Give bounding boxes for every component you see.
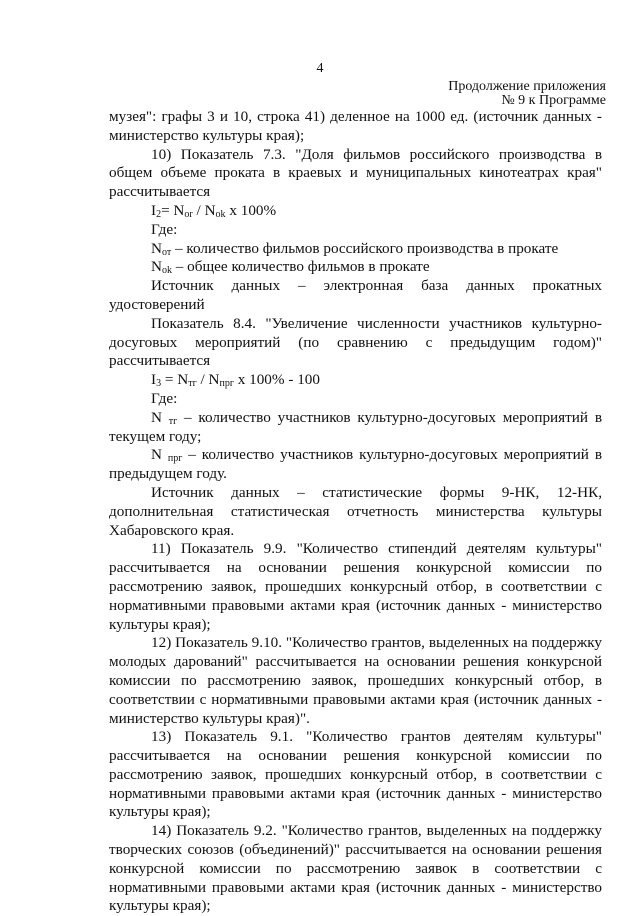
appendix-header-line-1: Продолжение приложения bbox=[448, 79, 606, 94]
text-line: Где: bbox=[151, 389, 178, 407]
formula-i3: $I_3 = N_{тг} / N_{прг}$ x 100% - 100 bbox=[151, 371, 320, 390]
text-line: конкурсной комиссии по рассмотрению заявок в соответствии с bbox=[109, 859, 602, 877]
text-line: соответствии с нормативными правовыми актами края (источник данных - bbox=[109, 690, 602, 708]
text-line: текущем году; bbox=[109, 427, 202, 445]
text-line: музея": графы 3 и 10, строка 41) деленное на 1000 ед. (источник данных - bbox=[109, 108, 602, 125]
text-line: комиссии по рассмотрению заявок, прошедших конкурсный отбор, в bbox=[109, 671, 602, 689]
text-line: Хабаровского края. bbox=[109, 521, 235, 539]
text-line: рассмотрению заявок, прошедших конкурсный отбор, в соответствии с bbox=[109, 765, 602, 783]
definition-line: N $_{тг}$ – количество участников культурно-досуговых мероприятий в bbox=[151, 408, 602, 427]
text-line: Где: bbox=[151, 220, 178, 238]
text-line: нормативными правовыми актами края (источник данных - министерство bbox=[109, 784, 602, 802]
text-line: рассчитывается bbox=[109, 352, 211, 370]
text-line: общем объеме проката в краевых и муниципальных кинотеатрах края" bbox=[109, 164, 602, 182]
text-line: культуры края); bbox=[109, 897, 211, 915]
text-line: молодых дарований" рассчитывается на основании решения конкурсной bbox=[109, 653, 602, 671]
text-line: рассчитывается на основании решения конкурсной комиссии по bbox=[109, 747, 602, 765]
formula-i2: $I_2= N_{or} / N_{ok}$ x 100% bbox=[151, 201, 277, 220]
text-line: 12) Показатель 9.10. "Количество грантов, выделенных на поддержку bbox=[151, 634, 602, 652]
text-line: Источник данных – статистические формы 9-НК, 12-НК, bbox=[151, 483, 602, 501]
appendix-header-line-2: № 9 к Программе bbox=[501, 93, 606, 108]
text-line: творческих союзов (объединений)" рассчитывается на основании решения bbox=[109, 841, 602, 859]
text-line: нормативными правовыми актами края (источник данных - министерство bbox=[109, 878, 602, 896]
text-line: министерство культуры края); bbox=[109, 126, 305, 144]
text-line: предыдущем году. bbox=[109, 465, 227, 483]
text-line: удостоверений bbox=[109, 295, 205, 313]
text-line: рассчитывается на основании решения конкурсной комиссии по bbox=[109, 559, 602, 577]
text-line: 10) Показатель 7.3. "Доля фильмов российского производства в bbox=[151, 145, 602, 163]
definition-line: N $_{прг}$ – количество участников культурно-досуговых мероприятий в bbox=[151, 446, 603, 465]
text-line: досуговых мероприятий (по сравнению с предыдущим годом)" bbox=[109, 333, 602, 351]
page-number: 4 bbox=[316, 61, 324, 76]
text-line: министерство культуры края)". bbox=[109, 709, 310, 727]
text-line: 11) Показатель 9.9. "Количество стипендий деятелям культуры" bbox=[151, 540, 602, 558]
text-line: дополнительная статистическая отчетность министерства культуры bbox=[109, 502, 602, 520]
text-line: рассмотрению заявок, прошедших конкурсный отбор, в соответствии с bbox=[109, 577, 602, 595]
text-line: 14) Показатель 9.2. "Количество грантов, выделенных на поддержку bbox=[151, 822, 602, 840]
text-line: Источник данных – электронная база данных прокатных bbox=[151, 277, 602, 295]
text-line: 13) Показатель 9.1. "Количество грантов деятелям культуры" bbox=[151, 728, 602, 746]
text-line: нормативными правовыми актами края (источник данных - министерство bbox=[109, 596, 602, 614]
text-line: культуры края); bbox=[109, 615, 211, 633]
definition-line: $N_{ok}$ – общее количество фильмов в прокате bbox=[151, 258, 430, 277]
text-line: культуры края); bbox=[109, 803, 211, 821]
definition-line: $N_{от}$ – количество фильмов российского производства в прокате bbox=[151, 239, 559, 258]
text-line: Показатель 8.4. "Увеличение численности участников культурно- bbox=[151, 314, 602, 332]
document-body bbox=[109, 108, 602, 916]
text-line: рассчитывается bbox=[109, 183, 211, 201]
